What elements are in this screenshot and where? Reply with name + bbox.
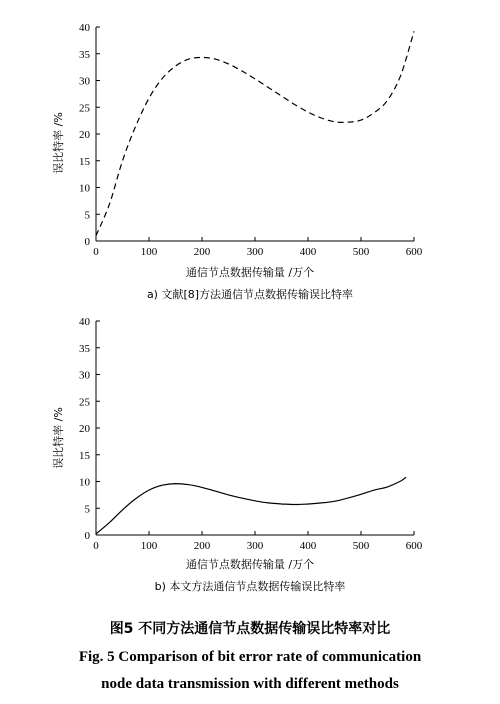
chart-b-x-tick-label: 400: [299, 540, 317, 552]
chart-b-y-tick-label: 0: [84, 530, 90, 542]
chart-b-y-tick-label: 40: [79, 316, 90, 328]
chart-b-x-ticks: [93, 531, 423, 552]
chart-b-series-line: [96, 477, 406, 534]
chart-b-y-tick-label: 20: [79, 423, 90, 435]
chart-a-y-tick-label: 20: [79, 129, 90, 141]
chart-b-x-tick-label: 0: [93, 540, 99, 552]
chart-a-y-tick-label: 0: [84, 236, 90, 248]
chart-a-y-tick-label: 10: [79, 182, 90, 195]
chart-a-ylabel: 误比特率 /%: [52, 112, 65, 174]
chart-b-y-tick-label: 5: [84, 503, 90, 516]
figure-caption-en-line2: node data transmission with different methods: [101, 676, 399, 692]
chart-b-y-ticks: [79, 316, 100, 542]
chart-a-y-tick-label: 40: [79, 22, 90, 34]
chart-a-y-tick-label: 5: [84, 209, 90, 222]
chart-a-x-tick-label: 0: [93, 246, 99, 258]
chart-a-series-line: [96, 31, 414, 235]
chart-a-x-tick-label: 400: [299, 246, 317, 258]
chart-b-ylabel: 误比特率 /%: [52, 407, 65, 469]
chart-a: [51, 22, 423, 301]
chart-b-y-tick-label: 25: [79, 396, 90, 409]
chart-a-y-ticks: [79, 22, 100, 248]
chart-a-y-tick-label: 35: [79, 48, 90, 61]
chart-a-series: [96, 31, 414, 235]
chart-a-y-tick-label: 30: [79, 75, 90, 88]
chart-a-x-ticks: [93, 237, 423, 258]
chart-b-y-tick-label: 35: [79, 342, 90, 355]
chart-b-x-tick-label: 100: [140, 540, 158, 552]
chart-b-y-tick-label: 30: [79, 369, 90, 382]
chart-a-x-tick-label: 300: [246, 246, 264, 258]
chart-b-y-tick-label: 10: [79, 476, 90, 489]
chart-b-series: [96, 477, 406, 534]
chart-b-x-tick-label: 300: [246, 540, 264, 552]
chart-a-y-tick-label: 15: [79, 155, 90, 168]
chart-b-x-tick-label: 500: [352, 540, 370, 552]
chart-b-x-tick-label: 600: [405, 540, 423, 552]
chart-a-x-tick-label: 500: [352, 246, 370, 258]
chart-b-y-tick-label: 15: [79, 449, 90, 462]
figure-caption-cn: 图5 不同方法通信节点数据传输误比特率对比: [109, 621, 391, 637]
chart-a-x-tick-label: 200: [193, 246, 211, 258]
figure-caption-en-line1: Fig. 5 Comparison of bit error rate of communication: [78, 649, 422, 665]
chart-b: [51, 316, 423, 593]
chart-b-x-tick-label: 200: [193, 540, 211, 552]
chart-a-y-tick-label: 25: [79, 102, 90, 115]
chart-a-x-tick-label: 100: [140, 246, 158, 258]
chart-b-caption: b) 本文方法通信节点数据传输误比特率: [154, 580, 346, 593]
chart-a-x-tick-label: 600: [405, 246, 423, 258]
chart-b-xlabel: 通信节点数据传输量 /万个: [185, 558, 315, 571]
chart-a-xlabel: 通信节点数据传输量 /万个: [185, 266, 315, 279]
chart-a-caption: a) 文献[8]方法通信节点数据传输误比特率: [146, 288, 354, 301]
